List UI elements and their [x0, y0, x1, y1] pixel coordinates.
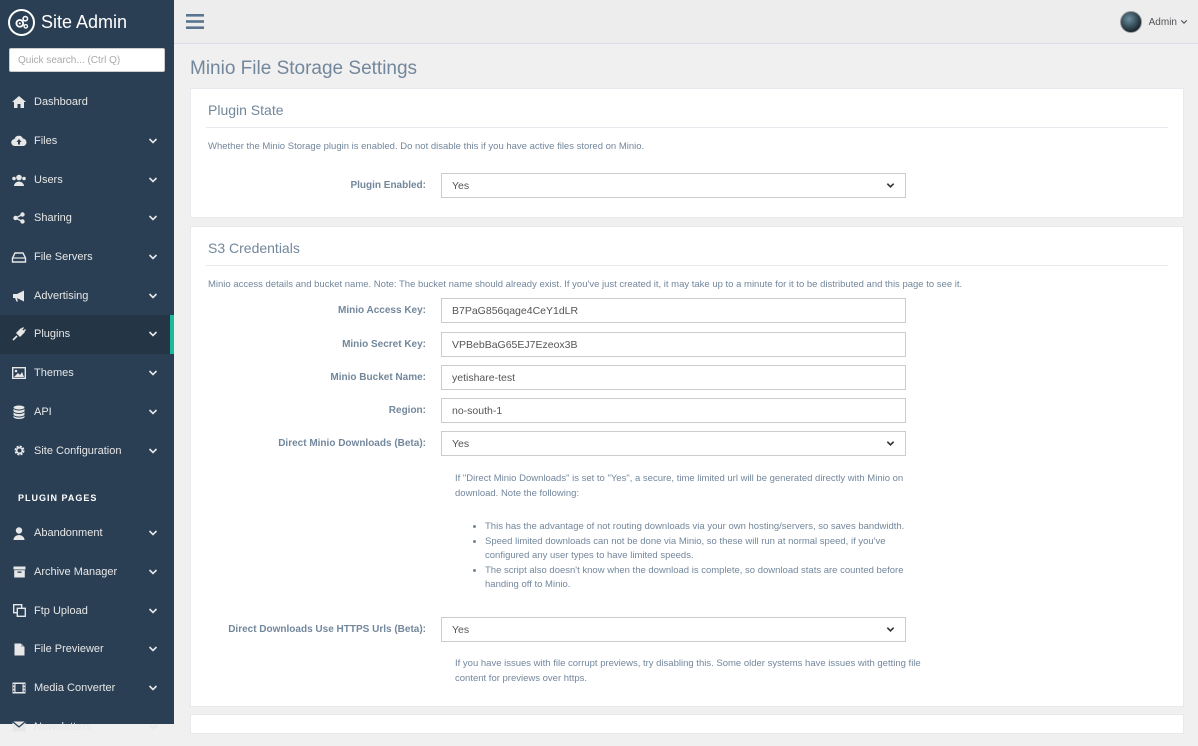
- secret-key-input[interactable]: [441, 332, 906, 357]
- page-title: Minio File Storage Settings: [190, 58, 418, 79]
- quick-search-input[interactable]: [9, 48, 165, 72]
- panel-description: Minio access details and bucket name. Note: The bucket name should already exist. If you've just created it, it may take up to a minute for it to be distributed and this page to see it.: [208, 279, 963, 290]
- chevron-down-icon: [148, 446, 158, 456]
- database-icon: [11, 405, 27, 419]
- menu-toggle-icon[interactable]: [186, 14, 204, 29]
- divider: [206, 265, 1168, 266]
- chevron-down-icon: [886, 439, 895, 448]
- plugin-enabled-select[interactable]: [441, 173, 906, 198]
- brand-title: Site Admin: [41, 11, 128, 32]
- chevron-down-icon: [148, 407, 158, 417]
- sidebar-nav: [0, 83, 174, 470]
- user-menu[interactable]: [1120, 11, 1188, 33]
- sidebar-item-label: Site Configuration: [34, 444, 122, 457]
- home-icon: [11, 95, 27, 109]
- sidebar-item-label: Dashboard: [34, 96, 88, 109]
- field-label: Plugin Enabled:: [350, 180, 426, 191]
- user-icon: [11, 526, 27, 540]
- field-label: Minio Secret Key:: [342, 339, 426, 350]
- chevron-down-icon: [148, 329, 158, 339]
- field-label: Minio Access Key:: [338, 305, 426, 316]
- sidebar-item-abandonment[interactable]: [0, 514, 174, 553]
- cogs-icon: [8, 9, 35, 36]
- plugin-state-panel: [190, 88, 1184, 218]
- select-value: Yes: [452, 623, 470, 636]
- form-row: [191, 298, 906, 323]
- form-row: [191, 365, 906, 390]
- next-panel: [190, 714, 1184, 734]
- panel-title: Plugin State: [208, 102, 284, 118]
- direct-downloads-help: [455, 472, 925, 593]
- help-list: [455, 520, 925, 593]
- gear-icon: [11, 444, 27, 458]
- chevron-down-icon: [148, 528, 158, 538]
- sidebar-item-label: Advertising: [34, 289, 89, 302]
- sidebar-item-themes[interactable]: [0, 354, 174, 393]
- sidebar-item-dashboard[interactable]: [0, 83, 174, 122]
- chevron-down-icon: [148, 213, 158, 223]
- sidebar-item-users[interactable]: [0, 160, 174, 199]
- archive-icon: [11, 565, 27, 579]
- sidebar-item-media-converter[interactable]: [0, 669, 174, 708]
- film-icon: [11, 681, 27, 695]
- input-value: no-south-1: [452, 404, 503, 417]
- sidebar-item-label: Files: [34, 135, 58, 148]
- field-label: Direct Downloads Use HTTPS Urls (Beta):: [228, 624, 426, 635]
- sidebar-item-api[interactable]: [0, 393, 174, 432]
- chevron-down-icon: [148, 175, 158, 185]
- chevron-down-icon: [148, 683, 158, 693]
- https-urls-select[interactable]: [441, 617, 906, 642]
- list-item: • This has the advantage of not routing downloads via your own hosting/servers, so saves bandwidth.: [485, 520, 925, 535]
- s3-credentials-panel: [190, 226, 1184, 707]
- field-label: Minio Bucket Name:: [330, 372, 426, 383]
- input-value: VPBebBaG65EJ7Ezeox3B: [452, 338, 578, 351]
- input-value: yetishare-test: [452, 371, 516, 384]
- panel-title: S3 Credentials: [208, 240, 300, 256]
- user-name: Admin: [1148, 16, 1177, 28]
- plug-icon: [11, 327, 27, 341]
- chevron-down-icon: [148, 136, 158, 146]
- bullhorn-icon: [11, 289, 27, 303]
- plugin-pages-nav: [0, 514, 174, 746]
- chevron-down-icon: [1180, 18, 1188, 26]
- chevron-down-icon: [148, 567, 158, 577]
- sidebar-item-advertising[interactable]: [0, 276, 174, 315]
- sidebar-item-site-configuration[interactable]: [0, 431, 174, 470]
- chevron-down-icon: [148, 606, 158, 616]
- bucket-name-input[interactable]: [441, 365, 906, 390]
- file-icon: [11, 642, 27, 656]
- sidebar-item-label: Media Converter: [34, 681, 116, 694]
- form-row: [191, 617, 906, 642]
- https-urls-help: If you have issues with file corrupt previews, try disabling this. Some older systems have issues with getting file content for previews over https.: [455, 658, 921, 684]
- direct-downloads-select[interactable]: [441, 431, 906, 456]
- copy-icon: [11, 604, 27, 618]
- sidebar-item-newsletters[interactable]: [0, 707, 174, 746]
- select-value: Yes: [452, 179, 470, 192]
- field-label: Region:: [388, 405, 426, 416]
- form-row: [191, 398, 906, 423]
- sidebar: [0, 0, 174, 733]
- sidebar-item-file-previewer[interactable]: [0, 630, 174, 669]
- chevron-down-icon: [886, 181, 895, 190]
- sidebar-item-label: API: [34, 405, 52, 418]
- form-row: [191, 173, 906, 198]
- region-input[interactable]: [441, 398, 906, 423]
- sidebar-item-files[interactable]: [0, 122, 174, 161]
- sidebar-item-label: Themes: [34, 367, 74, 380]
- sidebar-item-label: Ftp Upload: [34, 604, 88, 617]
- sidebar-item-label: Archive Manager: [34, 565, 118, 578]
- avatar: [1120, 11, 1142, 33]
- image-icon: [11, 366, 27, 380]
- users-icon: [11, 173, 27, 187]
- form-row: [191, 332, 906, 357]
- chevron-down-icon: [148, 644, 158, 654]
- list-item: • Speed limited downloads can not be done via Minio, so these will run at normal speed, if you've configured any user types to have limited speeds.: [485, 535, 925, 564]
- top-bar: [174, 0, 1198, 44]
- chevron-down-icon: [148, 291, 158, 301]
- sidebar-item-label: File Servers: [34, 251, 93, 264]
- help-text: If "Direct Minio Downloads" is set to "Yes", a secure, time limited url will be generated directly with Minio on download. Note the following:: [455, 473, 904, 499]
- form-row: [191, 431, 906, 456]
- panel-description: Whether the Minio Storage plugin is enabled. Do not disable this if you have active files stored on Minio.: [208, 141, 645, 152]
- input-value: B7PaG856qage4CeY1dLR: [452, 304, 579, 317]
- sidebar-item-label: Newsletters: [34, 720, 92, 733]
- access-key-input[interactable]: [441, 298, 906, 323]
- envelope-icon: [11, 720, 27, 734]
- divider: [206, 127, 1168, 128]
- list-item: • The script also doesn't know when the download is complete, so download stats are counted before handing off to Minio.: [485, 564, 925, 593]
- sidebar-item-sharing[interactable]: [0, 199, 174, 238]
- sidebar-item-archive-manager[interactable]: [0, 553, 174, 592]
- brand[interactable]: [0, 0, 174, 44]
- cloud-upload-icon: [11, 134, 27, 148]
- hdd-icon: [11, 250, 27, 264]
- sidebar-item-plugins[interactable]: [0, 315, 174, 354]
- select-value: Yes: [452, 437, 470, 450]
- sidebar-item-label: Users: [34, 173, 63, 186]
- sidebar-item-file-servers[interactable]: [0, 238, 174, 277]
- sidebar-section-title: PLUGIN PAGES: [18, 492, 98, 503]
- sidebar-item-label: Sharing: [34, 212, 72, 225]
- field-label: Direct Minio Downloads (Beta):: [278, 438, 426, 449]
- share-icon: [11, 211, 27, 225]
- sidebar-item-label: File Previewer: [34, 643, 104, 656]
- chevron-down-icon: [148, 368, 158, 378]
- sidebar-item-ftp-upload[interactable]: [0, 591, 174, 630]
- chevron-down-icon: [148, 252, 158, 262]
- sidebar-item-label: Plugins: [34, 328, 71, 341]
- chevron-down-icon: [148, 722, 158, 732]
- chevron-down-icon: [886, 625, 895, 634]
- sidebar-item-label: Abandonment: [34, 527, 103, 540]
